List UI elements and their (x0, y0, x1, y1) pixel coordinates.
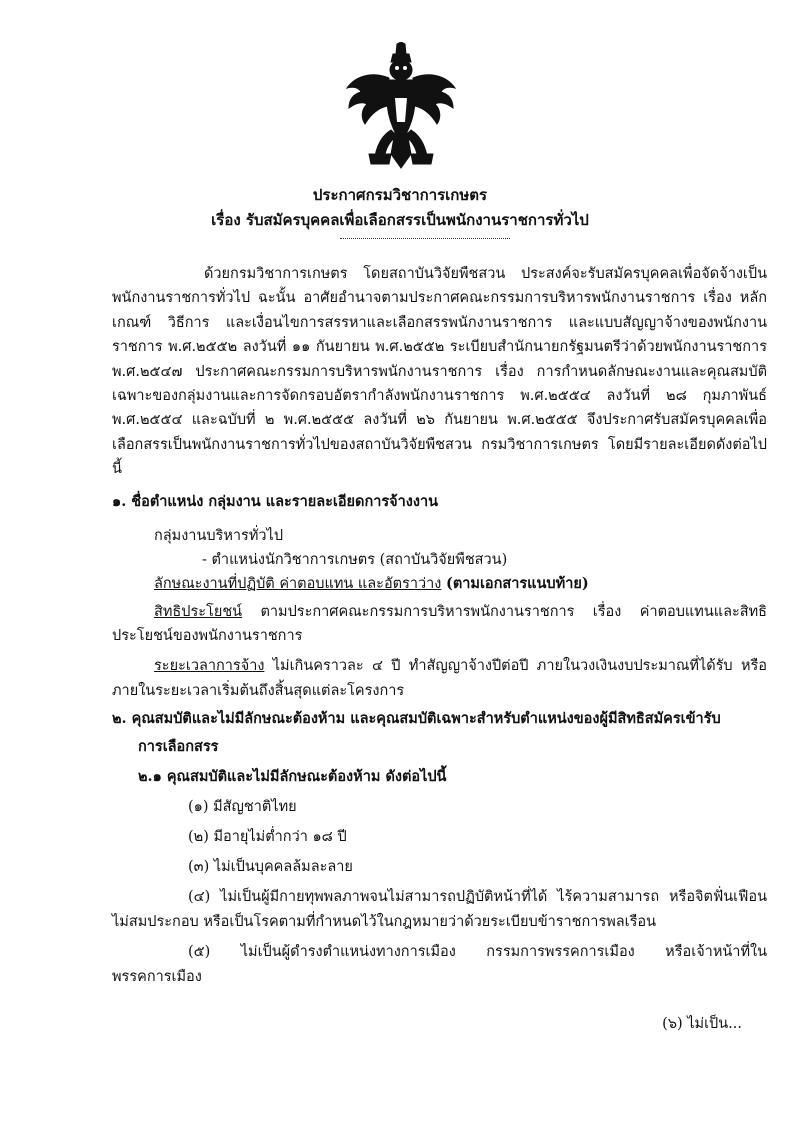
duties-row (112, 572, 767, 596)
section-2-1-heading: ๒.๑ คุณสมบัติและไม่มีลักษณะต้องห้าม ดังต่อไปนี้ (138, 768, 447, 786)
title-divider (340, 238, 510, 239)
document-subject: เรื่อง รับสมัครบุคคลเพื่อเลือกสรรเป็นพนักงานราชการทั่วไป (211, 211, 589, 229)
document-title: ประกาศกรมวิชาการเกษตร (312, 186, 488, 204)
benefits-paragraph (112, 600, 767, 649)
intro-paragraph: ด้วยกรมวิชาการเกษตร โดยสถาบันวิจัยพืชสวน ประสงค์จะรับสมัครบุคคลเพื่อจัดจ้างเป็นพนักงานราชการทั่วไป ฉะนั้น อาศัยอำนาจตามประกาศคณะกรรมการบริหารพนักงานราชการ เรื่อง หลักเกณฑ์ วิธีการ และเงื่อนไขการสรรหาและเลือกสรรพนักงานราชการ และแบบสัญญาจ้างของพนักงานราชการ พ.ศ.๒๕๕๒ ลงวันที่ ๑๑ กันยายน พ.ศ.๒๕๕๒ ระเบียบสำนักนายกรัฐมนตรีว่าด้วยพนักงานราชการ พ.ศ.๒๕๔๗ ประกาศคณะกรรมการบริหารพนักงานราชการ เรื่อง การกำหนดลักษณะงานและคุณสมบัติเฉพาะของกลุ่มงานและการจัดกรอบอัตรากำลังพนักงานราชการ พ.ศ.๒๕๕๔ ลงวันที่ ๒๘ กุมภาพันธ์ พ.ศ.๒๕๕๔ และฉบับที่ ๒ พ.ศ.๒๕๕๕ ลงวันที่ ๒๖ กันยายน พ.ศ.๒๕๕๕ จึงประกาศรับสมัครบุคคลเพื่อเลือกสรรเป็นพนักงานราชการทั่วไปของสถาบันวิจัยพืชสวน กรมวิชาการเกษตร โดยมีรายละเอียดดังต่อไปนี้ (112, 266, 767, 478)
qualification-item: (๒) มีอายุไม่ต่ำกว่า ๑๘ ปี (188, 829, 347, 846)
qualification-item: (๑) มีสัญชาติไทย (188, 799, 297, 816)
duties-note: (ตามเอกสารแนบท้าย) (445, 574, 589, 592)
term-paragraph (112, 654, 767, 703)
qualification-item: (๓) ไม่เป็นบุคคลล้มละลาย (188, 859, 353, 876)
qualification-item: (๔) ไม่เป็นผู้มีกายทุพพลภาพจนไม่สามารถปฏิบัติหน้าที่ได้ ไร้ความสามารถ หรือจิตฟั่นเฟือนไม่สมประกอบ หรือเป็นโรคตามที่กำหนดไว้ในกฎหมายว่าด้วยระเบียบข้าราชการพลเรือน (112, 889, 767, 930)
section-1-heading: ๑. ชื่อตำแหน่ง กลุ่มงาน และรายละเอียดการจ้างงาน (112, 492, 439, 510)
section-2-heading: ๒. คุณสมบัติและไม่มีลักษณะต้องห้าม และคุณสมบัติเฉพาะสำหรับตำแหน่งของผู้มีสิทธิสมัครเข้ารับ (112, 710, 721, 728)
garuda-emblem-icon (345, 42, 457, 170)
section-2-heading-cont: การเลือกสรร (138, 738, 219, 756)
benefits-text: ตามประกาศคณะกรรมการบริหารพนักงานราชการ เรื่อง ค่าตอบแทนและสิทธิประโยชน์ของพนักงานราชการ (112, 603, 768, 645)
group-label: กลุ่มงานบริหารทั่วไป (154, 527, 284, 544)
qualification-item: (๕) ไม่เป็นผู้ดำรงตำแหน่งทางการเมือง กรรมการพรรคการเมือง หรือเจ้าหน้าที่ในพรรคการเมือง (112, 944, 767, 985)
term-text: ไม่เกินคราวละ ๔ ปี ทำสัญญาจ้างปีต่อปี ภายในวงเงินงบประมาณที่ได้รับ หรือภายในระยะเวลาเริ่มต้นถึงสิ้นสุดแต่ละโครงการ (112, 658, 768, 699)
position-label: - ตำแหน่งนักวิชาการเกษตร (สถาบันวิจัยพืชสวน) (202, 551, 508, 568)
term-label: ระยะเวลาการจ้าง (154, 658, 265, 675)
continued-marker: (๖) ไม่เป็น... (662, 1016, 742, 1032)
duties-label: ลักษณะงานที่ปฏิบัติ ค่าตอบแทน และอัตราว่าง (154, 575, 442, 592)
benefits-label: สิทธิประโยชน์ (154, 603, 243, 620)
document-body (112, 262, 767, 989)
